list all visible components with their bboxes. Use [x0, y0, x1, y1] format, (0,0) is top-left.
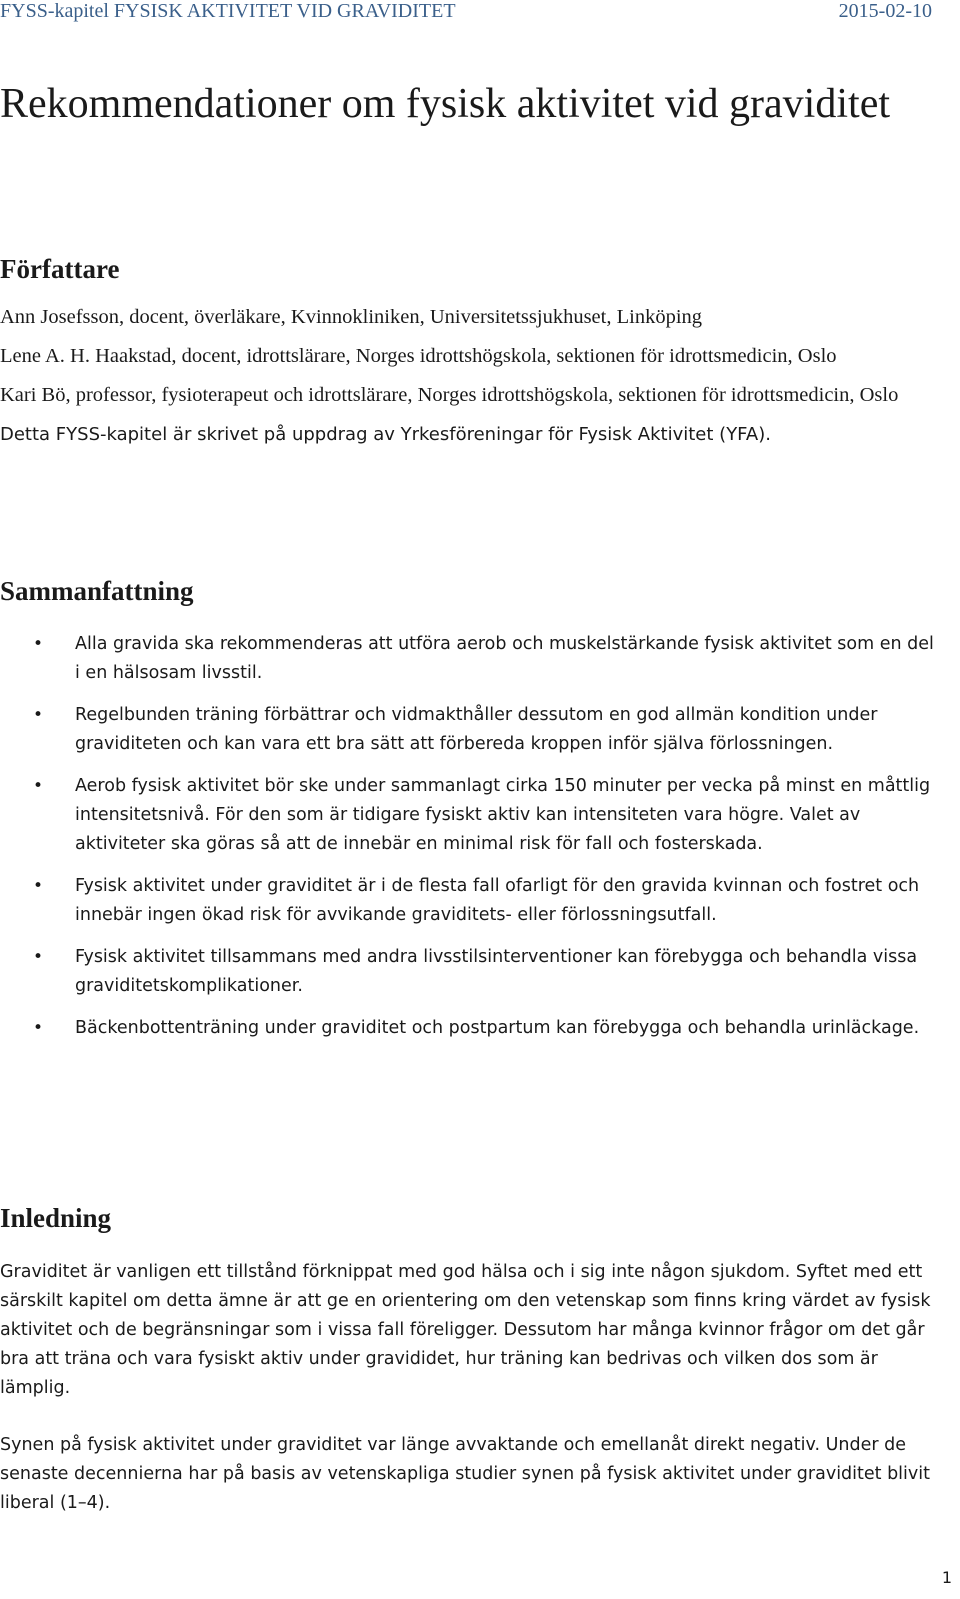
author-entry: Lene A. H. Haakstad, docent, idrottslärare, Norges idrottshögskola, sektionen för idrottsmedicin, Oslo — [0, 345, 837, 367]
author-entry: Ann Josefsson, docent, överläkare, Kvinnokliniken, Universitetssjukhuset, Linköping — [0, 306, 703, 328]
author-entry: Kari Bö, professor, fysioterapeut och idrottslärare, Norges idrottshögskola, sektionen för idrottsmedicin, Oslo — [0, 384, 899, 406]
summary-item-text: Regelbunden träning förbättrar och vidmakthåller dessutom en god allmän kondition under graviditeten och kan vara ett bra sätt att förbereda kroppen inför själva förlossningen. — [75, 705, 878, 754]
intro-section — [0, 1258, 940, 1546]
intro-paragraph: Graviditet är vanligen ett tillstånd förknippat med god hälsa och i sig inte någon sjukdom. Syftet med ett särskilt kapitel om detta ämne är att ge en orientering om den vetenskap som finns kring värdet av fysisk aktivitet och de begränsningar som i vissa fall föreligger. Dessutom har många kvinnor frågor om det går bra att träna och vara fysiskt aktiv under gravididet, hur träning kan bedrivas och vilken dos som är lämplig. — [0, 1262, 931, 1398]
header-document-title: FYSS-kapitel FYSISK AKTIVITET VID GRAVIDITET — [0, 0, 456, 22]
summary-list — [0, 630, 940, 1056]
summary-item-text: Aerob fysisk aktivitet bör ske under sammanlagt cirka 150 minuter per vecka på minst en måttlig intensitetsnivå. För den som är tidigare fysiskt aktiv kan intensiteten vara högre. Valet av aktiviteter ska göras så att de innebär en minimal risk för fall och fosterskada. — [75, 776, 931, 854]
header-date: 2015-02-10 — [838, 0, 932, 22]
bullet-icon: • — [33, 876, 44, 896]
page-title: Rekommendationer om fysisk aktivitet vid graviditet — [0, 81, 890, 127]
commission-note: Detta FYSS-kapitel är skrivet på uppdrag av Yrkesföreningar för Fysisk Aktivitet (YFA). — [0, 424, 771, 445]
summary-item — [0, 943, 940, 1001]
summary-item — [0, 630, 940, 688]
summary-heading: Sammanfattning — [0, 576, 194, 606]
summary-item — [0, 772, 940, 859]
page-header — [0, 0, 932, 26]
bullet-icon: • — [33, 947, 44, 967]
summary-item-text: Fysisk aktivitet under graviditet är i de flesta fall ofarligt för den gravida kvinnan och fostret och innebär ingen ökad risk för avvikande graviditets- eller förlossningsutfall. — [75, 876, 920, 925]
bullet-icon: • — [33, 1018, 44, 1038]
bullet-icon: • — [33, 634, 44, 654]
summary-item — [0, 872, 940, 930]
bullet-icon: • — [33, 705, 44, 725]
summary-item — [0, 1014, 940, 1043]
authors-section — [0, 303, 940, 459]
bullet-icon: • — [33, 776, 44, 796]
page-number: 1 — [941, 1568, 952, 1587]
intro-heading: Inledning — [0, 1203, 112, 1233]
intro-paragraph: Synen på fysisk aktivitet under graviditet var länge avvaktande och emellanåt direkt negativ. Under de senaste decennierna har på basis av vetenskapliga studier synen på fysisk aktivitet under graviditet blivit liberal (1–4). — [0, 1435, 930, 1513]
summary-item-text: Alla gravida ska rekommenderas att utföra aerob och muskelstärkande fysisk aktivitet som en del i en hälsosam livsstil. — [75, 634, 934, 683]
summary-item — [0, 701, 940, 759]
summary-item-text: Bäckenbottenträning under graviditet och postpartum kan förebygga och behandla urinläckage. — [75, 1018, 920, 1038]
authors-heading: Författare — [0, 254, 120, 284]
summary-item-text: Fysisk aktivitet tillsammans med andra livsstilsinterventioner kan förebygga och behandla vissa graviditetskomplikationer. — [75, 947, 918, 996]
